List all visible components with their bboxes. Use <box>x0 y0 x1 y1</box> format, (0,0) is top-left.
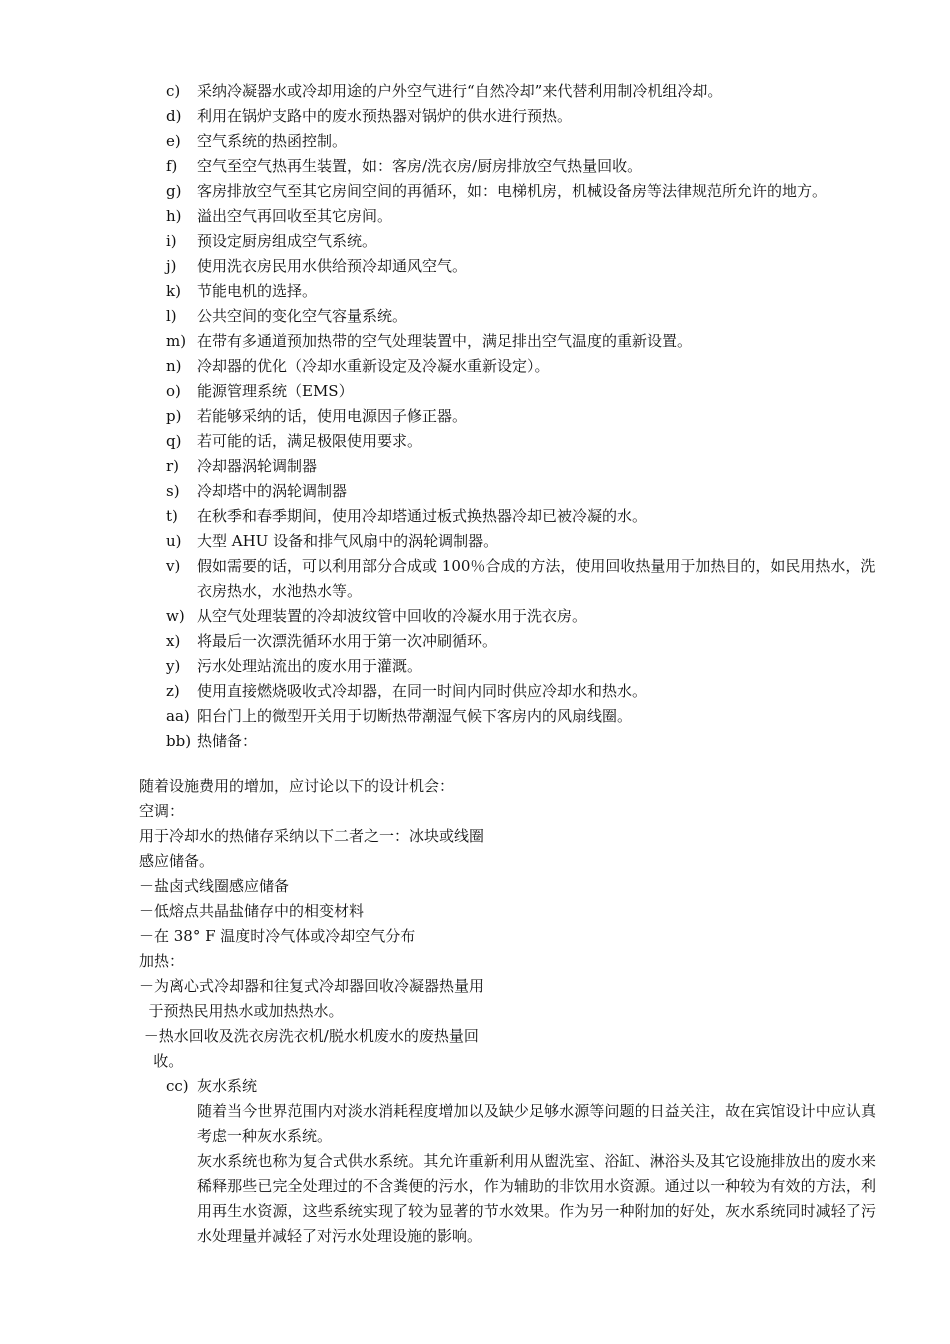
list-item <box>166 704 876 729</box>
list-item <box>166 379 876 404</box>
list-item <box>166 304 876 329</box>
list-item-label: m) <box>166 332 187 350</box>
list-item-label: z) <box>166 682 180 700</box>
text-line: 用于冷却水的热储存采纳以下二者之一：冰块或线圈 <box>139 827 485 845</box>
list-item-text: 利用在锅炉支路中的废水预热器对锅炉的供水进行预热。 <box>197 107 573 125</box>
list-item <box>166 179 876 204</box>
list-item-text: 空气至空气热再生装置，如：客房/洗衣房/厨房排放空气热量回收。 <box>197 157 643 175</box>
list-item-label: e) <box>166 132 181 150</box>
list-item-text: 空气系统的热函控制。 <box>197 132 348 150</box>
list-item-label: bb) <box>166 732 192 750</box>
list-item-text: 假如需要的话，可以利用部分合成或 100％合成的方法，使用回收热量用于加热目的，如民用热水，洗衣房热水，水池热水等。 <box>197 557 876 600</box>
list-item <box>166 329 876 354</box>
text-line: 加热： <box>139 952 185 970</box>
list-item-text: 节能电机的选择。 <box>197 282 318 300</box>
list-item <box>166 104 876 129</box>
list-item-label: r) <box>166 457 180 475</box>
list-item-label: aa) <box>166 707 190 725</box>
list-item <box>166 454 876 479</box>
list-item-text: 从空气处理装置的冷却波纹管中回收的冷凝水用于洗衣房。 <box>197 607 588 625</box>
list-item <box>166 504 876 529</box>
list-item-text: 公共空间的变化空气容量系统。 <box>197 307 408 325</box>
list-item-text: 在带有多通道预加热带的空气处理装置中，满足排出空气温度的重新设置。 <box>197 332 693 350</box>
list-item <box>166 604 876 629</box>
list-item-label: d) <box>166 107 182 125</box>
text-line: 感应储备。 <box>139 852 215 870</box>
text-line: －盐卤式线圈感应储备 <box>139 877 290 895</box>
thermal-storage-section <box>139 774 559 1074</box>
text-line: 随着设施费用的增加，应讨论以下的设计机会： <box>139 777 455 795</box>
list-item-text: 污水处理站流出的废水用于灌溉。 <box>197 657 423 675</box>
list-item-label: f) <box>166 157 178 175</box>
list-item-label: q) <box>166 432 182 450</box>
list-item-text: 采纳冷凝器水或冷却用途的户外空气进行“自然冷却”来代替利用制冷机组冷却。 <box>197 82 723 100</box>
list-item <box>166 204 876 229</box>
list-item-text: 能源管理系统（EMS） <box>197 382 354 400</box>
list-item-text: 客房排放空气至其它房间空间的再循环，如：电梯机房，机械设备房等法律规范所允许的地方。 <box>197 182 828 200</box>
list-item <box>166 629 876 654</box>
list-item-text: 冷却器涡轮调制器 <box>197 457 318 475</box>
list-item-label: c) <box>166 82 181 100</box>
list-item-label: u) <box>166 532 182 550</box>
text-line: 收。 <box>139 1052 184 1070</box>
list-item-label: t) <box>166 507 178 525</box>
list-item-text: 阳台门上的微型开关用于切断热带潮湿气候下客房内的风扇线圈。 <box>197 707 633 725</box>
list-item <box>166 254 876 279</box>
list-item-label: h) <box>166 207 182 225</box>
list-item <box>166 279 876 304</box>
list-item <box>166 554 876 604</box>
section-title: 灰水系统 <box>197 1077 258 1095</box>
list-item-label: cc) <box>166 1077 189 1095</box>
list-item-text: 冷却器的优化（冷却水重新设定及冷凝水重新设定）。 <box>197 357 550 375</box>
text-line: －热水回收及洗衣房洗衣机/脱水机废水的废热量回 <box>139 1027 479 1045</box>
list-item <box>166 154 876 179</box>
list-item-text: 使用洗衣房民用水供给预冷却通风空气。 <box>197 257 468 275</box>
paragraph: 灰水系统也称为复合式供水系统。其允许重新利用从盥洗室、浴缸、淋浴头及其它设施排放出的废水来稀释那些已完全处理过的不含粪便的污水，作为辅助的非饮用水资源。通过以一种较为有效的方法，利用再生水资源，这些系统实现了较为显著的节水效果。作为另一种附加的好处，灰水系统同时减轻了污水处理量并减轻了对污水处理设施的影响。 <box>197 1152 876 1245</box>
list-item-label: y) <box>166 657 181 675</box>
list-item-label: l) <box>166 307 177 325</box>
text-line: －为离心式冷却器和往复式冷却器回收冷凝器热量用 <box>139 977 485 995</box>
list-item <box>166 729 876 754</box>
list-item-text: 若能够采纳的话，使用电源因子修正器。 <box>197 407 468 425</box>
list-item-label: x) <box>166 632 181 650</box>
list-item-label: o) <box>166 382 181 400</box>
design-measures-list <box>166 79 876 754</box>
list-item <box>166 429 876 454</box>
list-item <box>166 529 876 554</box>
list-item-text: 溢出空气再回收至其它房间。 <box>197 207 393 225</box>
list-item <box>166 229 876 254</box>
list-item <box>166 679 876 704</box>
text-line: 空调： <box>139 802 185 820</box>
list-item <box>166 479 876 504</box>
list-item <box>166 1074 876 1099</box>
text-line: －低熔点共晶盐储存中的相变材料 <box>139 902 365 920</box>
list-item-text: 冷却塔中的涡轮调制器 <box>197 482 348 500</box>
list-item-label: v) <box>166 557 181 575</box>
text-line: －在 38° F 温度时冷气体或冷却空气分布 <box>139 927 416 945</box>
list-item-label: s) <box>166 482 180 500</box>
list-item-text: 预设定厨房组成空气系统。 <box>197 232 378 250</box>
list-item-label: p) <box>166 407 182 425</box>
list-item-label: w) <box>166 607 185 625</box>
list-item-text: 热储备： <box>197 732 258 750</box>
list-item-text: 将最后一次漂洗循环水用于第一次冲刷循环。 <box>197 632 498 650</box>
list-item <box>166 354 876 379</box>
section-body <box>197 1099 876 1249</box>
list-item-label: j) <box>166 257 177 275</box>
list-item-text: 若可能的话，满足极限使用要求。 <box>197 432 423 450</box>
list-item <box>166 79 876 104</box>
greywater-section <box>166 1074 876 1249</box>
list-item <box>166 654 876 679</box>
list-item-text: 在秋季和春季期间，使用冷却塔通过板式换热器冷却已被冷凝的水。 <box>197 507 648 525</box>
list-item-label: g) <box>166 182 182 200</box>
text-line: 于预热民用热水或加热热水。 <box>139 1002 344 1020</box>
list-item-label: i) <box>166 232 177 250</box>
list-item <box>166 129 876 154</box>
list-item-label: n) <box>166 357 182 375</box>
list-item-text: 使用直接燃烧吸收式冷却器，在同一时间内同时供应冷却水和热水。 <box>197 682 648 700</box>
list-item-label: k) <box>166 282 181 300</box>
list-item <box>166 404 876 429</box>
list-item-text: 大型 AHU 设备和排气风扇中的涡轮调制器。 <box>197 532 499 550</box>
paragraph: 随着当今世界范围内对淡水消耗程度增加以及缺少足够水源等问题的日益关注，故在宾馆设计中应认真考虑一种灰水系统。 <box>197 1102 876 1145</box>
